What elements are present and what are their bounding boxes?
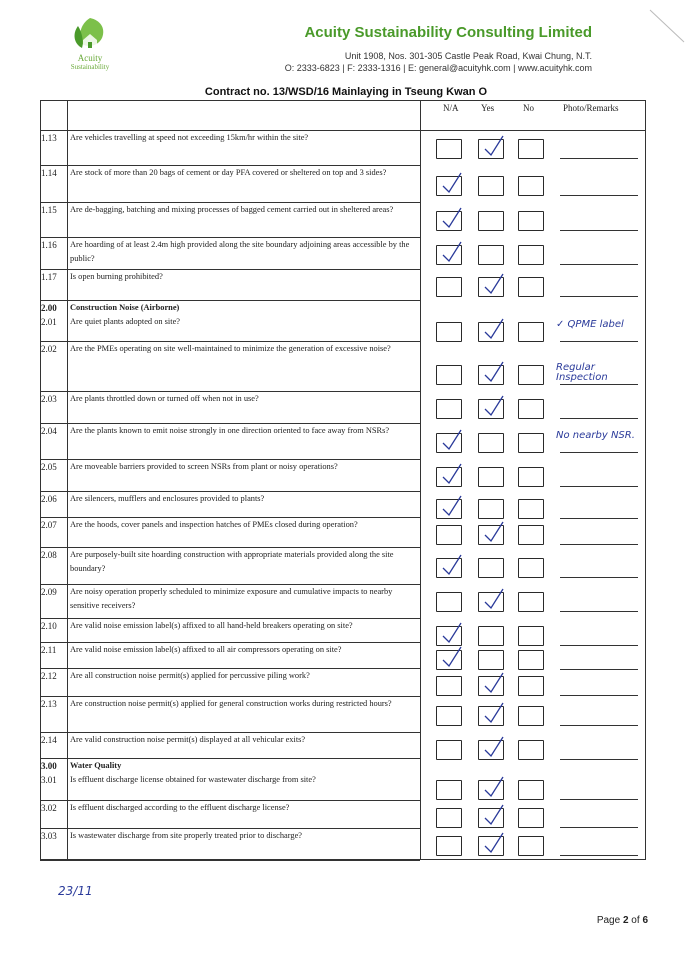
leaf-house-icon [70,16,110,54]
remarks-line[interactable] [560,645,638,646]
question-text: Are quiet plants adopted on site? [70,317,181,326]
question-text: Is effluent discharge license obtained for wastewater discharge from site? [70,775,316,784]
question-text: Is open burning prohibited? [70,272,163,281]
checkbox-na[interactable] [436,780,462,800]
row-number: 3.03 [41,831,57,841]
check-mark-icon [440,552,464,578]
checkbox-na[interactable] [436,322,462,342]
check-mark-icon [440,620,464,646]
checkbox-yes[interactable] [478,245,504,265]
row-number: 2.13 [41,699,57,709]
remarks-line[interactable] [560,855,638,856]
remarks-line[interactable] [560,195,638,196]
check-mark-icon [440,644,464,670]
page-prefix: Page [596,915,623,926]
remarks-line[interactable] [560,486,638,487]
question-text: Are vehicles travelling at speed not exceeding 15km/hr within the site? [70,133,309,142]
checkbox-yes[interactable] [478,433,504,453]
checkbox-no[interactable] [518,433,544,453]
remarks-line[interactable] [560,725,638,726]
checkbox-no[interactable] [518,322,544,342]
handwritten-remark: No nearby NSR. [556,430,635,441]
row-number: 3.00 [41,761,57,771]
checkbox-no[interactable] [518,176,544,196]
checkbox-na[interactable] [436,706,462,726]
row-number: 3.01 [41,775,57,785]
row-number: 2.02 [41,344,57,354]
col-header-remarks: Photo/Remarks [563,103,619,113]
company-address-block [285,50,592,74]
question-text: Are stock of more than 20 bags of cement or day PFA covered or sheltered on top and 3 sides? [70,168,387,177]
remarks-line[interactable] [560,158,638,159]
checkbox-na[interactable] [436,592,462,612]
checkbox-no[interactable] [518,780,544,800]
row-number: 2.00 [41,303,57,313]
check-mark-icon [482,734,506,760]
row-number: 2.08 [41,550,57,560]
check-mark-icon [440,239,464,265]
check-mark-icon [482,700,506,726]
check-mark-icon [440,461,464,487]
checkbox-na[interactable] [436,277,462,297]
checkbox-yes[interactable] [478,176,504,196]
check-mark-icon [482,393,506,419]
checkbox-na[interactable] [436,740,462,760]
logo-subtitle: Sustainability [70,63,110,71]
checkbox-na[interactable] [436,836,462,856]
checkbox-yes[interactable] [478,211,504,231]
checkbox-no[interactable] [518,399,544,419]
remarks-line[interactable] [560,799,638,800]
question-text: Are the hoods, cover panels and inspection hatches of PMEs closed during operation? [70,520,358,529]
checkbox-no[interactable] [518,558,544,578]
check-mark-icon [440,170,464,196]
col-divider-question [420,100,421,860]
checkbox-no[interactable] [518,706,544,726]
checkbox-no[interactable] [518,836,544,856]
question-text: Are the PMEs operating on site well-maintained to minimize the generation of excessive noise? [70,344,391,353]
checkbox-no[interactable] [518,277,544,297]
row-number: 1.15 [41,205,57,215]
col-header-no: No [523,103,534,113]
check-mark-icon [482,316,506,342]
checkbox-no[interactable] [518,676,544,696]
handwritten-remark: Regular Inspection [556,362,608,383]
checkbox-no[interactable] [518,626,544,646]
logo-name: Acuity [77,53,103,63]
page-total: 6 [642,915,648,926]
row-number: 2.11 [41,645,57,655]
page-number [597,915,648,926]
row-number: 3.02 [41,803,57,813]
checkbox-na[interactable] [436,365,462,385]
checkbox-no[interactable] [518,245,544,265]
checkbox-yes[interactable] [478,626,504,646]
checkbox-yes[interactable] [478,499,504,519]
checkbox-no[interactable] [518,525,544,545]
remarks-line[interactable] [560,384,638,385]
company-address: Unit 1908, Nos. 301-305 Castle Peak Road, Kwai Chung, N.T. [344,51,592,61]
checkbox-na[interactable] [436,808,462,828]
checkbox-no[interactable] [518,499,544,519]
question-text: Are all construction noise permit(s) applied for percussive piling work? [70,671,310,680]
row-number: 1.14 [41,168,57,178]
checkbox-na[interactable] [436,139,462,159]
checkbox-no[interactable] [518,592,544,612]
checkbox-yes[interactable] [478,650,504,670]
remarks-line[interactable] [560,296,638,297]
remarks-line[interactable] [560,577,638,578]
question-text: Are valid noise emission label(s) affixed to all hand-held breakers operating on site? [70,621,353,630]
remarks-line[interactable] [560,544,638,545]
row-number: 2.06 [41,494,57,504]
row-number: 2.14 [41,735,57,745]
check-mark-icon [482,271,506,297]
row-number: 2.03 [41,394,57,404]
col-divider-number [67,100,68,860]
question-text: Are de-bagging, batching and mixing processes of bagged cement carried out in sheltered areas? [70,205,394,214]
company-logo [60,16,120,78]
remarks-line[interactable] [560,611,638,612]
section-heading: Construction Noise (Airborne) [70,303,180,312]
question-text: Are valid construction noise permit(s) displayed at all vehicular exits? [70,735,306,744]
question-text: Is wastewater discharge from site properly treated prior to discharge? [70,831,303,840]
remarks-line[interactable] [560,827,638,828]
remarks-line[interactable] [560,418,638,419]
checkbox-na[interactable] [436,676,462,696]
row-number: 2.05 [41,462,57,472]
row-number: 1.16 [41,240,57,250]
page-current: 2 [622,915,629,926]
check-mark-icon [440,427,464,453]
row-number: 2.04 [41,426,57,436]
question-text: Are construction noise permit(s) applied for general construction works during restricted hours? [70,699,392,708]
check-mark-icon [482,133,506,159]
check-mark-icon [482,359,506,385]
check-mark-icon [482,774,506,800]
check-mark-icon [482,519,506,545]
col-header-yes: Yes [481,103,495,113]
checkbox-no[interactable] [518,808,544,828]
question-text: Are hoarding of at least 2.4m high provided along the site boundary adjoining areas accessible by the public? [70,240,410,263]
question-text: Are the plants known to emit noise strongly in one direction oriented to face away from NSRs? [70,426,390,435]
checkbox-na[interactable] [436,399,462,419]
page-of: of [628,915,643,926]
checkbox-no[interactable] [518,740,544,760]
question-text: Are noisy operation properly scheduled to minimize exposure and cumulative impacts to nearby sensitive receivers? [70,587,393,610]
remarks-line[interactable] [560,695,638,696]
row-number: 2.12 [41,671,57,681]
row-number: 2.07 [41,520,57,530]
section-heading: Water Quality [70,761,122,770]
company-name: Acuity Sustainability Consulting Limited [304,24,592,41]
row-number: 1.13 [41,133,57,143]
checkbox-yes[interactable] [478,467,504,487]
remarks-line[interactable] [560,230,638,231]
handwritten-date: 23/11 [58,884,93,898]
remarks-line[interactable] [560,452,638,453]
question-text: Are purposely-built site hoarding construction with appropriate materials provided along the site boundary? [70,550,394,573]
col-header-na: N/A [443,103,459,113]
check-mark-icon [482,670,506,696]
scan-mark-line [648,6,688,46]
question-text: Are plants throttled down or turned off when not in use? [70,394,259,403]
check-mark-icon [482,830,506,856]
remarks-line[interactable] [560,669,638,670]
question-text: Are valid noise emission label(s) affixed to all air compressors operating on site? [70,645,342,654]
check-mark-icon [440,493,464,519]
row-number: 2.01 [41,317,57,327]
row-number: 1.17 [41,272,57,282]
check-mark-icon [482,802,506,828]
question-text: Are silencers, mufflers and enclosures provided to plants? [70,494,265,503]
row-number: 2.10 [41,621,57,631]
remarks-line[interactable] [560,341,638,342]
checkbox-no[interactable] [518,650,544,670]
remarks-line[interactable] [560,759,638,760]
row-number: 2.09 [41,587,57,597]
checkbox-no[interactable] [518,211,544,231]
remarks-line[interactable] [560,264,638,265]
question-text: Are moveable barriers provided to screen NSRs from plant or noisy operations? [70,462,338,471]
question-text: Is effluent discharged according to the effluent discharge license? [70,803,290,812]
handwritten-remark: ✓ QPME label [556,319,624,330]
contract-title: Contract no. 13/WSD/16 Mainlaying in Tseung Kwan O [204,86,488,98]
checkbox-no[interactable] [518,365,544,385]
row-divider [40,860,420,861]
check-mark-icon [482,586,506,612]
checkbox-no[interactable] [518,467,544,487]
company-contact: O: 2333-6823 | F: 2333-1316 | E: general@acuityhk.com | www.acuityhk.com [284,63,592,73]
checkbox-na[interactable] [436,525,462,545]
check-mark-icon [440,205,464,231]
checkbox-yes[interactable] [478,558,504,578]
remarks-line[interactable] [560,518,638,519]
checkbox-no[interactable] [518,139,544,159]
